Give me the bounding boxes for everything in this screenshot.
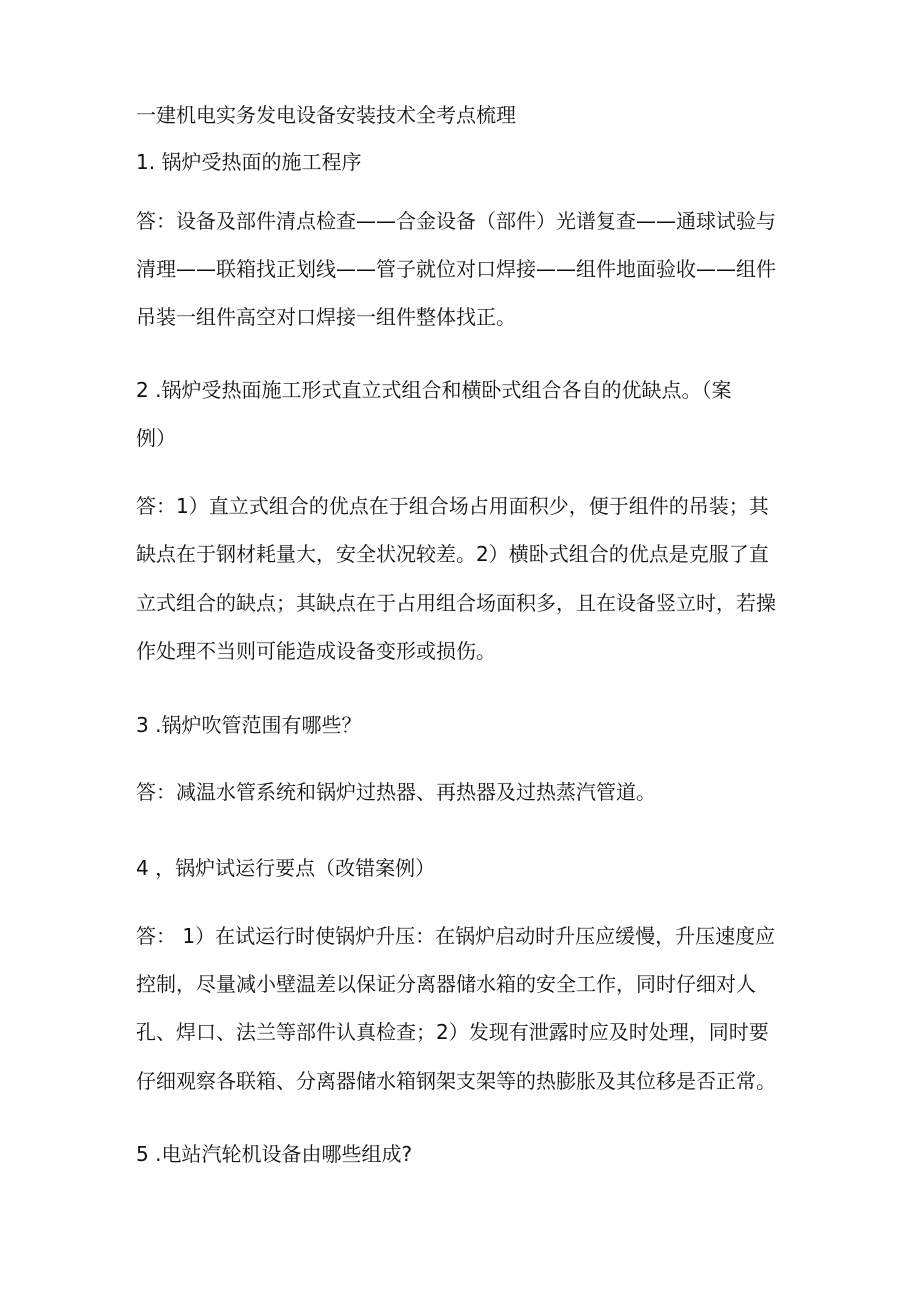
document-title: 一建机电实务发电设备安装技术全考点梳理 [136,103,516,127]
answer-1-line-2: 清理——联箱找正划线——管子就位对口焊接——组件地面验收——组件 [136,257,776,281]
question-4: 4 ，锅炉试运行要点（改错案例） [136,856,436,880]
answer-4-line-1: 答： 1）在试运行时使锅炉升压：在锅炉启动时升压应缓慢，升压速度应 [136,924,776,948]
answer-2-line-4: 作处理不当则可能造成设备变形或损伤。 [136,639,496,663]
question-1: 1. 锅炉受热面的施工程序 [136,150,362,174]
question-2-line-2: 例） [136,426,176,450]
question-3: 3 .锅炉吹管范围有哪些？ [136,713,362,737]
answer-4-line-3: 孔、焊口、法兰等部件认真检查；2）发现有泄露时应及时处理，同时要 [136,1020,769,1044]
answer-1-line-1: 答：设备及部件清点检查——合金设备（部件）光谱复查——通球试验与 [136,209,776,233]
answer-4-line-2: 控制，尽量减小壁温差以保证分离器储水箱的安全工作，同时仔细对人 [136,972,756,996]
answer-1-line-3: 吊装一组件高空对口焊接一组件整体找正。 [136,305,516,329]
answer-3: 答：减温水管系统和锅炉过热器、再热器及过热蒸汽管道。 [136,780,656,804]
question-2-line-1: 2 .锅炉受热面施工形式直立式组合和横卧式组合各自的优缺点。（案 [136,378,732,402]
answer-4-line-4: 仔细观察各联箱、分离器储水箱钢架支架等的热膨胀及其位移是否正常。 [136,1069,776,1093]
answer-2-line-3: 立式组合的缺点；其缺点在于占用组合场面积多，且在设备竖立时，若操 [136,591,776,615]
answer-2-line-2: 缺点在于钢材耗量大，安全状况较差。2）横卧式组合的优点是克服了直 [136,542,769,566]
answer-2-line-1: 答：1）直立式组合的优点在于组合场占用面积少，便于组件的吊装；其 [136,494,769,518]
question-5: 5 .电站汽轮机设备由哪些组成? [136,1142,413,1166]
